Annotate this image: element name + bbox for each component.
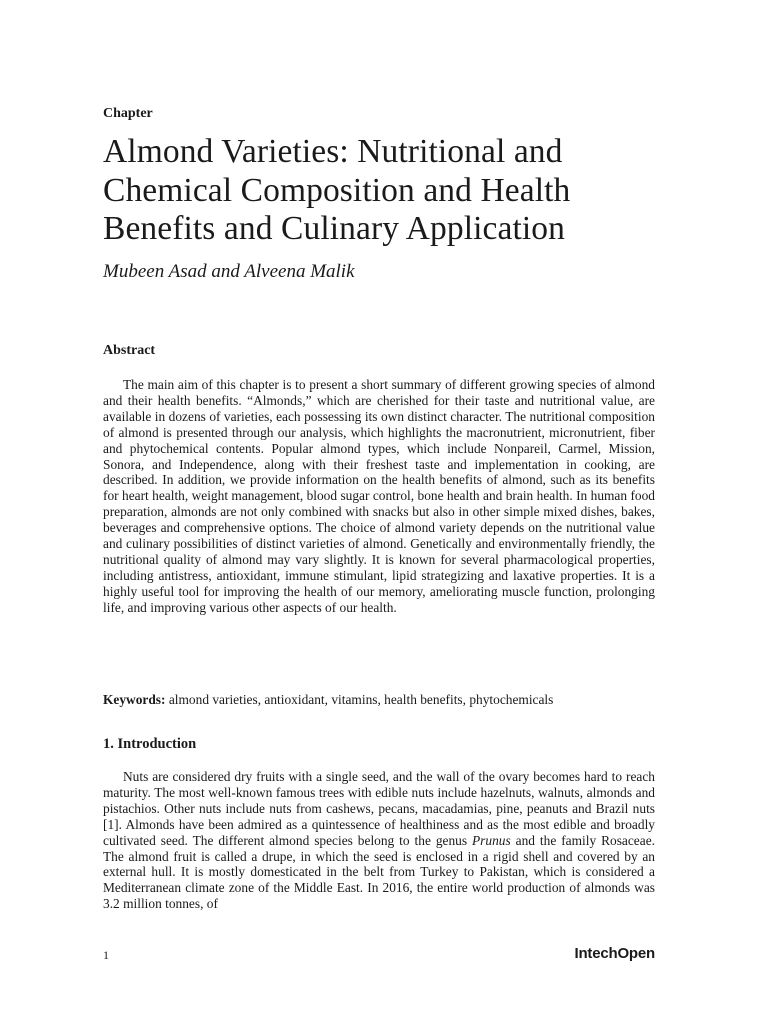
genus-name: Prunus (472, 832, 511, 848)
document-page (103, 0, 655, 1024)
introduction-heading: 1. Introduction (103, 736, 197, 752)
abstract-text: The main aim of this chapter is to present a short summary of different growing species of almond and their health benefits. “Almonds,” which are cherished for their taste and nutritional value, are available in dozens of varieties, each possessing its own distinct character. The nutritional composition of almond is presented through our analysis, which highlights the macronutrient, micronutrient, fiber and phytochemical contents. Popular almond types, which include Nonpareil, Carmel, Mission, Sonora, and Independence, along with their freshest taste and implementation in cooking, are described. In addition, we provide information on the health benefits of almond, such as its benefits for heart health, weight management, blood sugar control, bone health and brain health. In human food preparation, almonds are not only combined with snacks but also in other simple mixed dishes, bakes, beverages and comprehensive options. The choice of almond variety depends on the nutritional value and culinary possibilities of distinct varieties of almond. Genetically and environmentally friendly, the nutritional quality of almond may vary slightly. It is known for several pharmacological properties, including antistress, antioxidant, immune stimulant, lipid strategizing and laxative properties. It is a highly useful tool for improving the health of our memory, ameliorating muscle function, prolonging life, and improving various other aspects of our health. (103, 377, 655, 615)
chapter-title: Almond Varieties: Nutritional and Chemical Composition and Health Benefits and Culinary Application (103, 133, 571, 247)
authors: Mubeen Asad and Alveena Malik (103, 261, 355, 282)
chapter-label: Chapter (103, 106, 153, 121)
keywords (103, 692, 663, 708)
publisher-logo: IntechOpen (574, 945, 655, 962)
abstract-heading: Abstract (103, 343, 156, 358)
introduction-text-part-2: and the family Rosaceae. The almond fruit is called a drupe, in which the seed is enclosed in a rigid shell and covered by an external hull. It is mostly domesticated in the belt from Turkey to Pakistan, which is considered a Mediterranean climate zone of the Middle East. In 2016, the entire world production of almonds was 3.2 million tonnes, of (103, 832, 655, 912)
keywords-label: Keywords: (103, 692, 166, 707)
introduction-text-part-1: Nuts are considered dry fruits with a single seed, and the wall of the ovary becomes hard to reach maturity. The most well-known famous trees with edible nuts include hazelnuts, walnuts, almonds and pistachios. Other nuts include nuts from cashews, pecans, macadamias, pine, peanuts and Brazil nuts [1]. Almonds have been admired as a quintessence of healthiness and as the most edible and broadly cultivated seed. The different almond species belong to the genus (103, 769, 655, 848)
introduction-text (103, 769, 655, 912)
keywords-text: almond varieties, antioxidant, vitamins, health benefits, phytochemicals (168, 692, 554, 707)
page-number: 1 (103, 948, 109, 962)
